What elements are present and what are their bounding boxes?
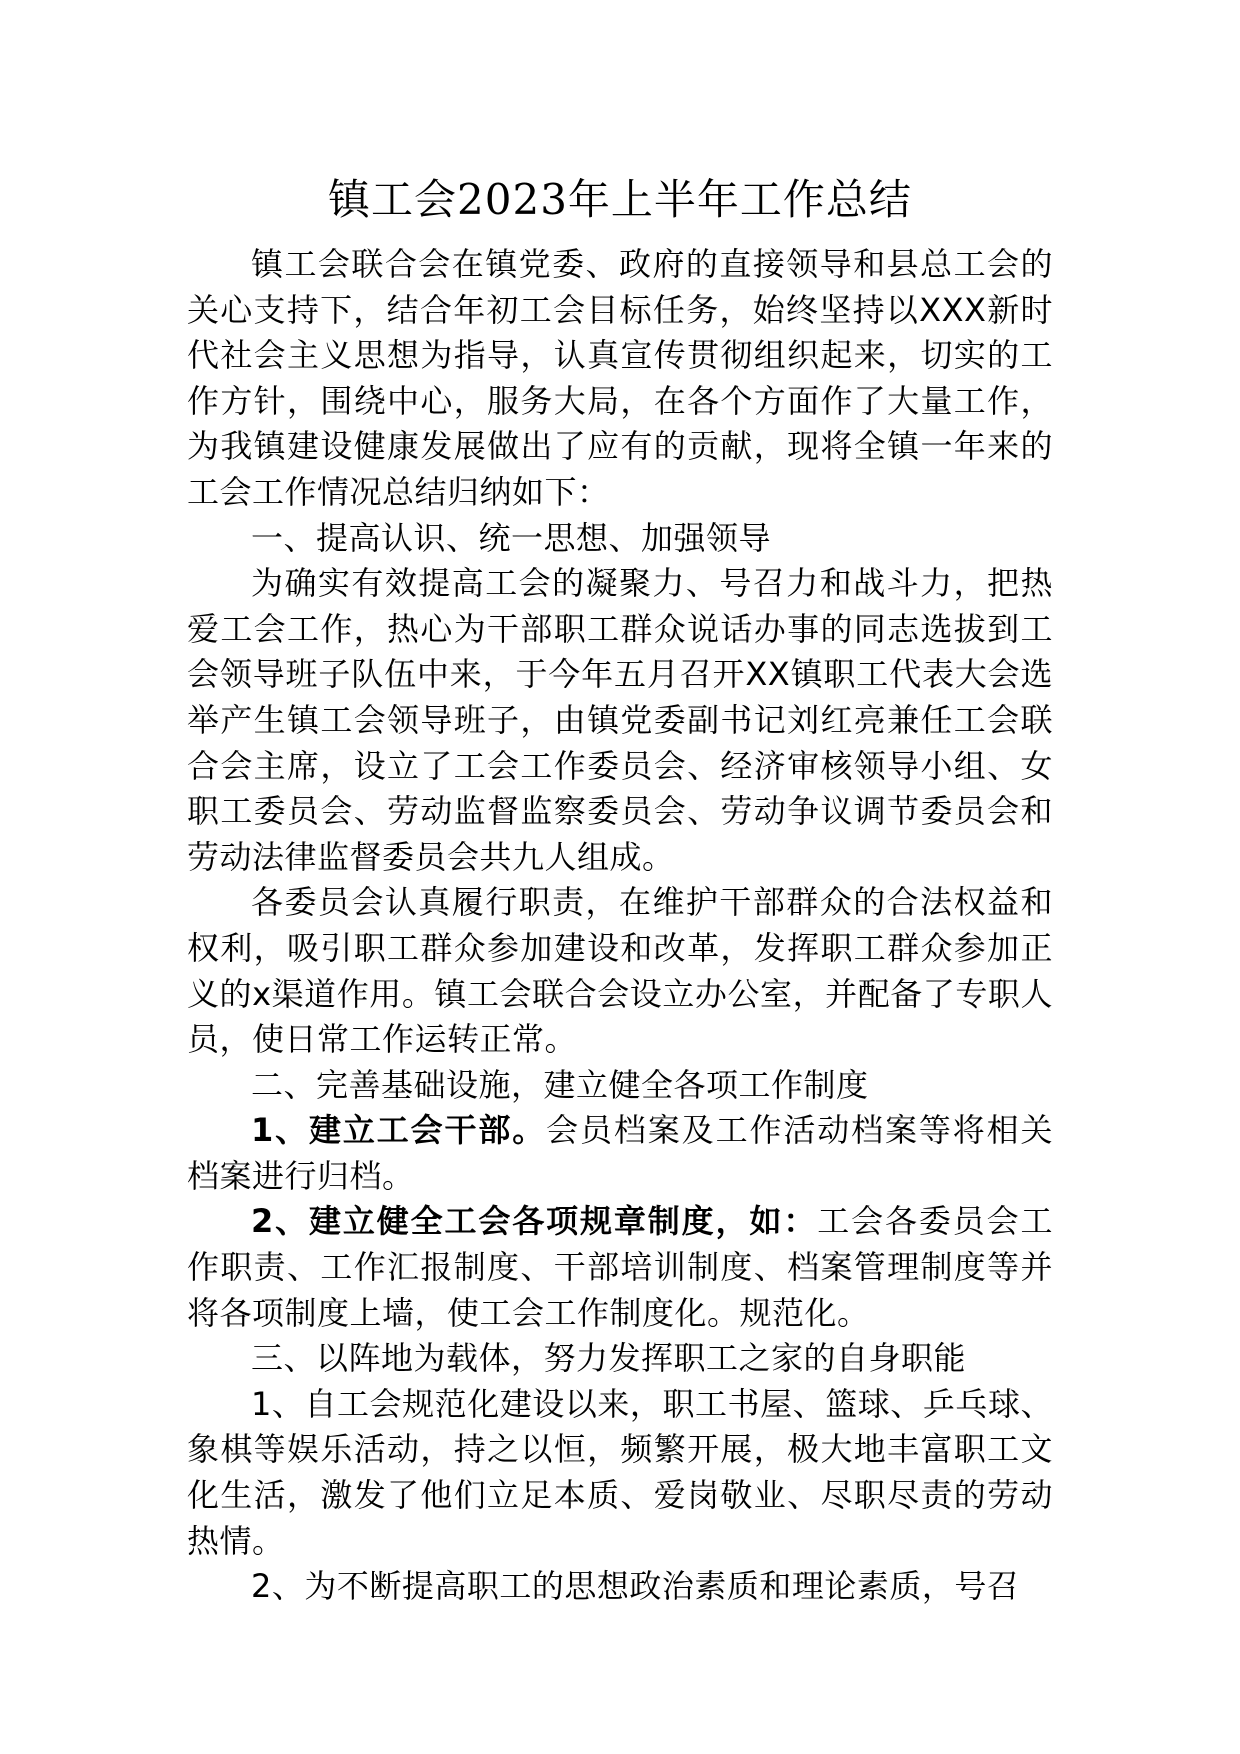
section-3-item-2: 2、为不断提高职工的思想政治素质和理论素质，号召 [251,1567,1020,1606]
section-2-item-2 [187,1199,1053,1336]
section-3-item-1: 1、自工会规范化建设以来，职工书屋、篮球、乒乓球、象棋等娱乐活动，持之以恒，频繁开展，极大地丰富职工文化生活，激发了他们立足本质、爱岗敬业、尽职尽责的劳动热情。 [187,1384,1053,1560]
document-body [187,242,1053,1610]
section-heading-3: 三、以阵地为载体，努力发挥职工之家的自身职能 [251,1339,967,1378]
document-title: 镇工会2023年上半年工作总结 [328,175,912,224]
section-2-item-1 [187,1108,1053,1199]
section-2-item-1-text: 会员档案及工作活动档案等将相关档案进行归档。 [187,1111,1053,1195]
section-heading-2: 二、完善基础设施，建立健全各项工作制度 [251,1065,869,1104]
intro-paragraph: 镇工会联合会在镇党委、政府的直接领导和县总工会的关心支持下，结合年初工会目标任务，始终坚持以XXX新时代社会主义思想为指导，认真宣传贯彻组织起来，切实的工作方针，围绕中心，服务大局，在各个方面作了大量工作，为我镇建设健康发展做出了应有的贡献，现将全镇一年来的工会工作情况总结归纳如下： [187,245,1053,511]
section-2-item-1-lead: 1、建立工会干部。 [251,1111,547,1150]
section-1-paragraph-2: 各委员会认真履行职责，在维护干部群众的合法权益和权利，吸引职工群众参加建设和改革，发挥职工群众参加正义的x渠道作用。镇工会联合会设立办公室，并配备了专职人员，使日常工作运转正常。 [187,883,1053,1059]
section-2-item-2-lead: 2、建立健全工会各项规章制度，如： [251,1202,818,1241]
section-1-paragraph-1: 为确实有效提高工会的凝聚力、号召力和战斗力，把热爱工会工作，热心为干部职工群众说话办事的同志选拔到工会领导班子队伍中来，于今年五月召开XX镇职工代表大会选举产生镇工会领导班子，由镇党委副书记刘红亮兼任工会联合会主席，设立了工会工作委员会、经济审核领导小组、女职工委员会、劳动监督监察委员会、劳动争议调节委员会和劳动法律监督委员会共九人组成。 [187,564,1053,876]
section-2-item-2-text: 工会各委员会工作职责、工作汇报制度、干部培训制度、档案管理制度等并将各项制度上墙，使工会工作制度化。规范化。 [187,1202,1053,1332]
section-heading-1: 一、提高认识、统一思想、加强领导 [251,518,772,557]
